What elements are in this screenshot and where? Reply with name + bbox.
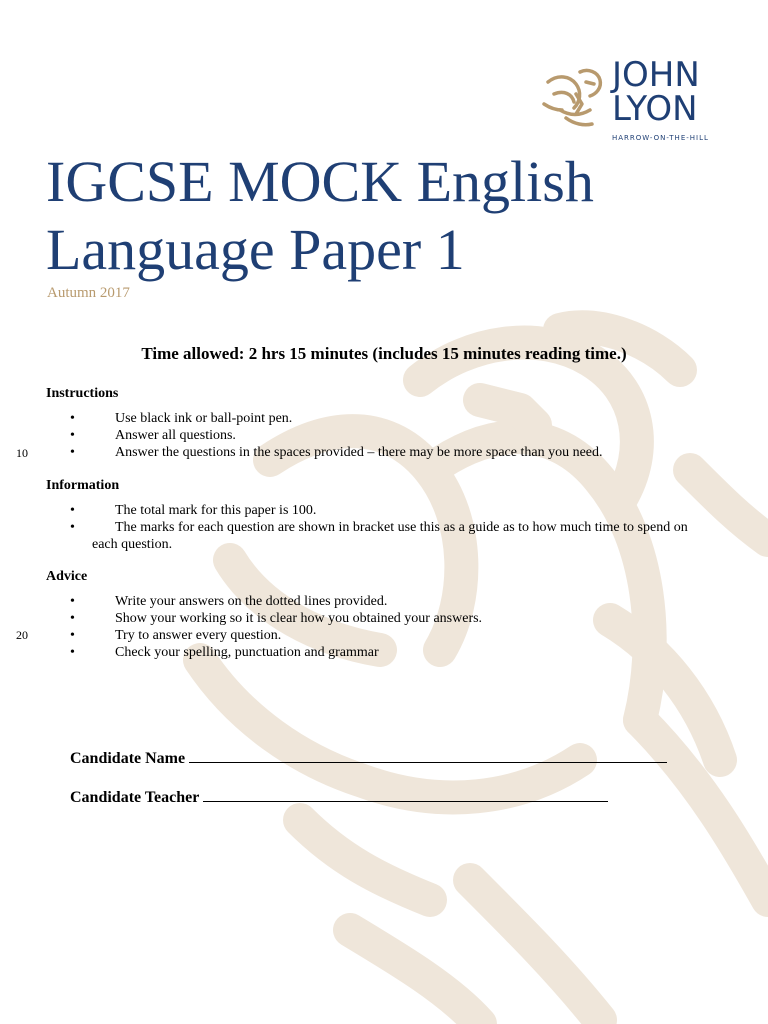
list-item: • Answer all questions. — [70, 428, 236, 443]
instructions-heading: Instructions — [46, 386, 119, 401]
candidate-name-line[interactable] — [189, 748, 667, 763]
line-number: 10 — [16, 446, 28, 460]
title-line-1: IGCSE MOCK English — [46, 149, 594, 214]
instructions-list — [0, 410, 768, 461]
list-item: • Write your answers on the dotted lines provided. — [70, 594, 388, 609]
list-item: • Use black ink or ball-point pen. — [70, 411, 293, 426]
title-line-2: Language Paper 1 — [46, 217, 465, 282]
logo-line-1: JOHN — [612, 55, 700, 95]
candidate-teacher-line[interactable] — [203, 787, 608, 802]
list-item: • Check your spelling, punctuation and grammar — [70, 645, 379, 660]
list-item: • Show your working so it is clear how you obtained your answers. — [70, 611, 483, 626]
logo-wordmark — [612, 55, 700, 129]
list-item: • Try to answer every question. — [70, 628, 282, 643]
list-item: • Answer the questions in the spaces provided – there may be more space than you need. — [70, 445, 603, 460]
information-list — [0, 502, 768, 553]
time-allowed: Time allowed: 2 hrs 15 minutes (includes 15 minutes reading time.) — [141, 344, 627, 363]
list-item: • The marks for each question are shown in bracket use this as a guide as to how much time to spend on each question. — [70, 520, 688, 552]
candidate-teacher-field — [70, 787, 608, 807]
logo-line-2: LYON — [612, 89, 698, 129]
exam-session: Autumn 2017 — [47, 285, 130, 301]
logo-subline: HARROW-ON-THE-HILL — [612, 134, 709, 142]
candidate-teacher-label: Candidate Teacher — [70, 789, 200, 806]
information-heading: Information — [46, 478, 120, 493]
school-logo — [540, 55, 730, 148]
line-number: 20 — [16, 628, 28, 642]
candidate-name-field — [70, 748, 667, 768]
page-title — [46, 148, 726, 284]
list-item: • The total mark for this paper is 100. — [70, 503, 317, 518]
advice-list — [0, 593, 768, 661]
candidate-name-label: Candidate Name — [70, 750, 186, 767]
griffin-crest-icon — [540, 64, 606, 132]
advice-heading: Advice — [46, 569, 88, 584]
